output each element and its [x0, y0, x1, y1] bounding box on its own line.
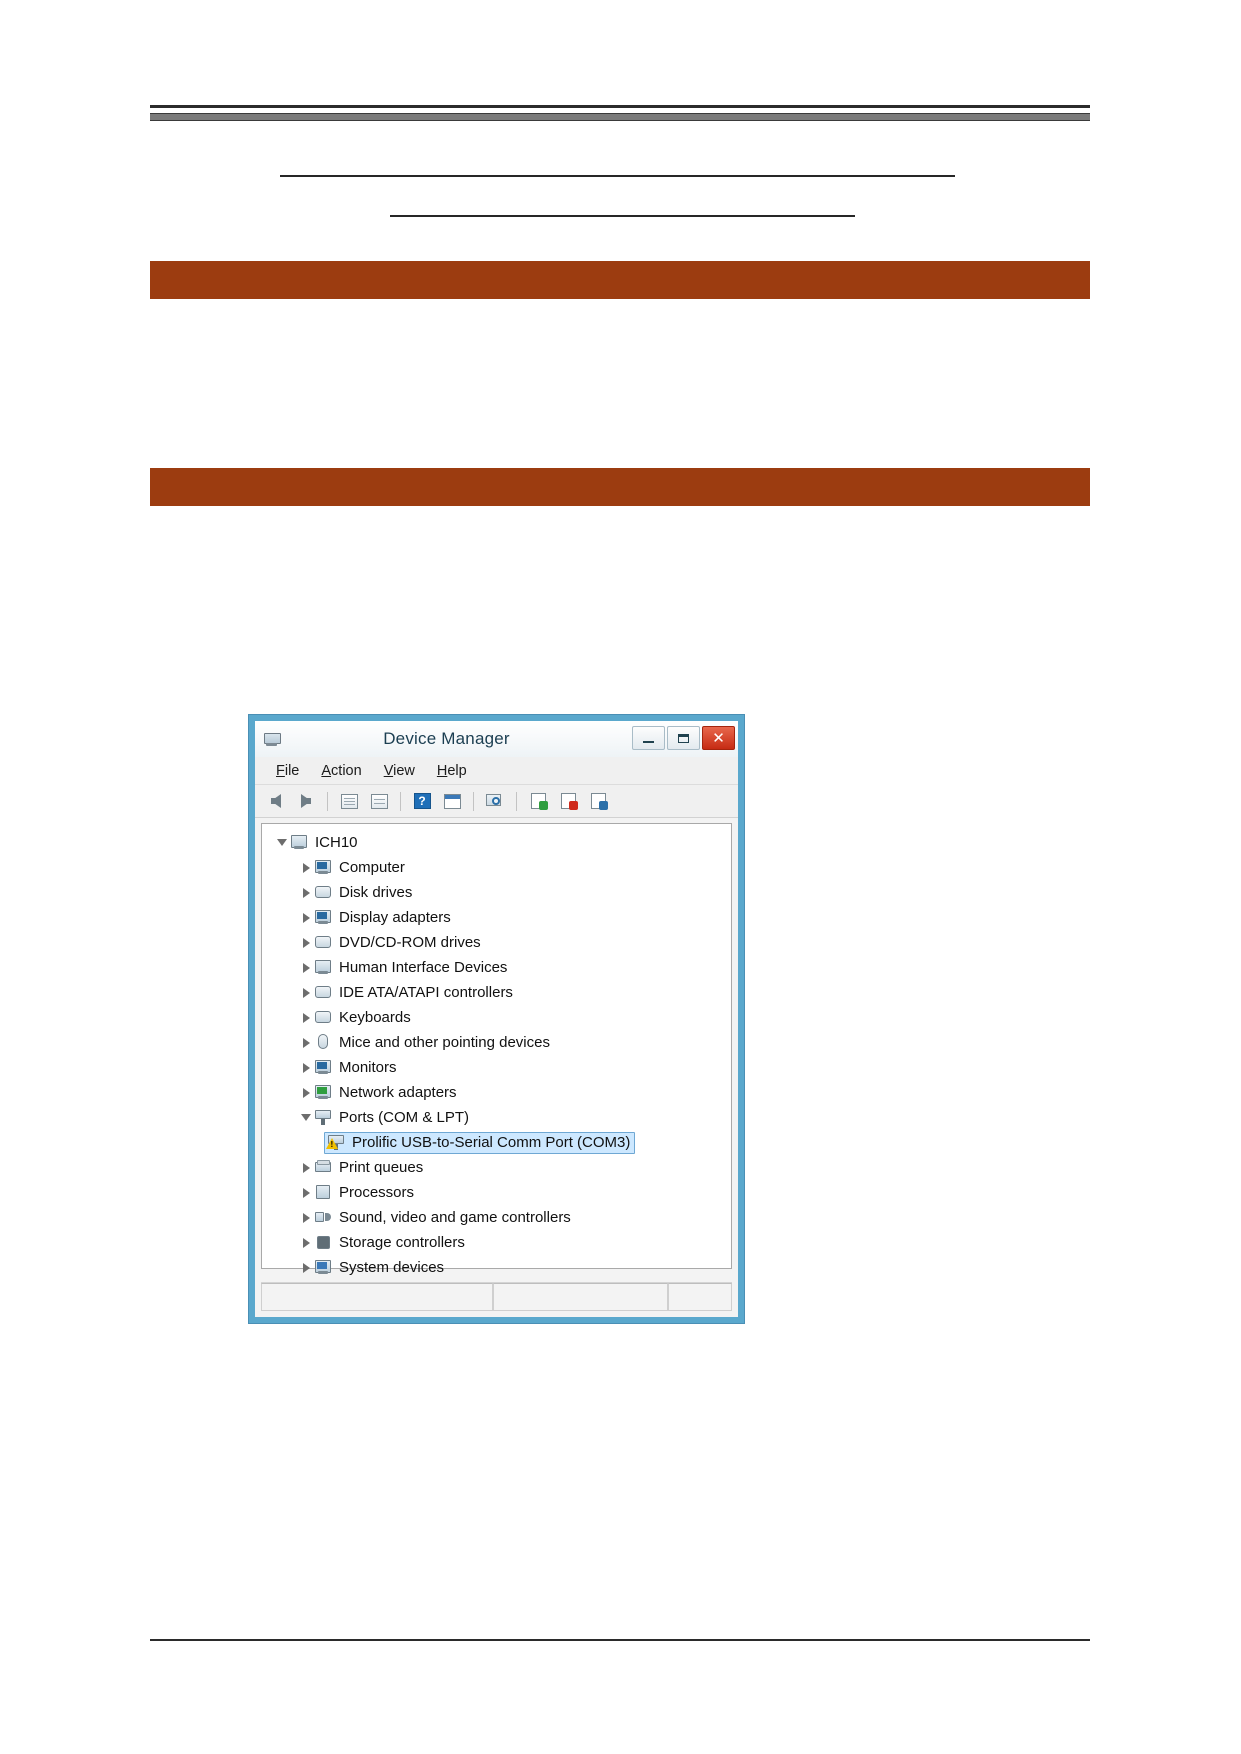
sound-controller-icon [314, 1209, 333, 1226]
forward-button[interactable] [293, 789, 319, 813]
help-icon: ? [414, 793, 431, 809]
window-frame [249, 715, 744, 1323]
tree-item-dvd-cdrom-drives[interactable]: DVD/CD-ROM drives [262, 930, 731, 955]
toolbar-separator [327, 792, 328, 811]
expander-closed-icon[interactable] [298, 938, 314, 948]
window-title: Device Manager [383, 729, 510, 748]
serial-port-warning-icon [327, 1134, 346, 1151]
tree-item-prolific-usb-to-serial-comm-port[interactable] [262, 1130, 731, 1155]
toolbar [255, 785, 738, 818]
page-footer-rule [150, 1639, 1090, 1641]
status-bar [261, 1282, 732, 1311]
toolbar-separator [400, 792, 401, 811]
toolbar-separator [516, 792, 517, 811]
back-button[interactable] [263, 789, 289, 813]
title-bar[interactable] [255, 721, 738, 757]
menu-item-help[interactable]: Help [436, 762, 467, 779]
port-icon [314, 1109, 333, 1126]
device-tree[interactable] [261, 823, 732, 1276]
computer-category-icon [314, 859, 333, 876]
arrow-left-icon [271, 794, 281, 808]
show-hide-console-tree-button[interactable] [336, 789, 362, 813]
expander-closed-icon[interactable] [298, 913, 314, 923]
tree-item-monitors[interactable]: Monitors [262, 1055, 731, 1080]
menu-bar [255, 757, 738, 785]
list-icon [371, 794, 388, 809]
hid-icon [314, 959, 333, 976]
close-icon: ✕ [712, 729, 725, 747]
expander-closed-icon[interactable] [298, 988, 314, 998]
disable-device-icon [561, 793, 576, 809]
expander-open-icon[interactable] [298, 1114, 314, 1121]
tree-item-computer[interactable]: Computer [262, 855, 731, 880]
page-top-rule-thick [150, 105, 1090, 108]
expander-closed-icon[interactable] [298, 1188, 314, 1198]
update-driver-button[interactable] [525, 789, 551, 813]
expander-closed-icon[interactable] [298, 1063, 314, 1073]
expander-closed-icon[interactable] [298, 1263, 314, 1273]
tree-item-keyboards[interactable]: Keyboards [262, 1005, 731, 1030]
tree-item-display-adapters[interactable]: Display adapters [262, 905, 731, 930]
caption-buttons [630, 726, 735, 752]
tree-item-ide-ata-atapi-controllers[interactable]: IDE ATA/ATAPI controllers [262, 980, 731, 1005]
expander-closed-icon[interactable] [298, 1038, 314, 1048]
tree-item-sound-video-and-game-controllers[interactable]: Sound, video and game controllers [262, 1205, 731, 1230]
arrow-right-icon [301, 794, 311, 808]
tree-item-network-adapters[interactable]: Network adapters [262, 1080, 731, 1105]
keyboard-icon [314, 1009, 333, 1026]
heading-underline-secondary [390, 215, 855, 217]
help-button[interactable] [409, 789, 435, 813]
tree-item-system-devices[interactable]: System devices [262, 1255, 731, 1280]
printer-icon [314, 1159, 333, 1176]
enable-device-button[interactable] [585, 789, 611, 813]
properties-button[interactable] [439, 789, 465, 813]
toolbar-separator [473, 792, 474, 811]
dvd-drive-icon [314, 934, 333, 951]
disable-device-button[interactable] [555, 789, 581, 813]
scan-hardware-changes-button[interactable] [482, 789, 508, 813]
enable-device-icon [591, 793, 606, 809]
selection-highlight: ! Prolific USB-to-Serial Comm Port (COM3) [324, 1132, 635, 1154]
expander-closed-icon[interactable] [298, 1088, 314, 1098]
expander-closed-icon[interactable] [298, 1163, 314, 1173]
storage-controller-icon [314, 1234, 333, 1251]
monitor-icon [314, 1059, 333, 1076]
mouse-icon [314, 1034, 333, 1051]
status-pane-3 [668, 1283, 732, 1311]
magnifier-icon [486, 793, 504, 809]
maximize-icon [678, 734, 689, 743]
ide-controller-icon [314, 984, 333, 1001]
device-manager-window [248, 714, 745, 1324]
tree-item-human-interface-devices[interactable]: Human Interface Devices [262, 955, 731, 980]
tree-item-disk-drives[interactable]: Disk drives [262, 880, 731, 905]
menu-item-file[interactable]: File [276, 762, 300, 779]
network-adapter-icon [314, 1084, 333, 1101]
processor-icon [314, 1184, 333, 1201]
tree-item-mice-and-other-pointing-devices[interactable]: Mice and other pointing devices [262, 1030, 731, 1055]
section-band-upper [150, 261, 1090, 299]
maximize-button[interactable] [667, 726, 700, 750]
expander-closed-icon[interactable] [298, 1013, 314, 1023]
computer-icon [290, 834, 309, 851]
tree-item-ports-com-lpt[interactable]: Ports (COM & LPT) [262, 1105, 731, 1130]
menu-item-view[interactable]: View [383, 762, 415, 779]
minimize-button[interactable] [632, 726, 665, 750]
status-pane-1 [261, 1283, 493, 1311]
status-pane-2 [493, 1283, 668, 1311]
update-driver-icon [531, 793, 546, 809]
expander-closed-icon[interactable] [298, 963, 314, 973]
system-device-icon [314, 1259, 333, 1276]
heading-underline-primary [280, 175, 955, 177]
tree-item-processors[interactable]: Processors [262, 1180, 731, 1205]
menu-item-action[interactable]: Action [321, 762, 362, 779]
properties-icon [444, 794, 461, 809]
tree-item-print-queues[interactable]: Print queues [262, 1155, 731, 1180]
properties-list-button[interactable] [366, 789, 392, 813]
page-top-rule-band [150, 113, 1090, 121]
expander-closed-icon[interactable] [298, 888, 314, 898]
expander-closed-icon[interactable] [298, 1213, 314, 1223]
minimize-icon [643, 741, 654, 743]
device-manager-icon [263, 730, 281, 748]
display-adapter-icon [314, 909, 333, 926]
close-button[interactable] [702, 726, 735, 750]
expander-open-icon[interactable] [274, 839, 290, 846]
section-band-lower [150, 468, 1090, 506]
tree-pane-icon [341, 794, 358, 809]
disk-drive-icon [314, 884, 333, 901]
tree-item-storage-controllers[interactable]: Storage controllers [262, 1230, 731, 1255]
expander-closed-icon[interactable] [298, 1238, 314, 1248]
expander-closed-icon[interactable] [298, 863, 314, 873]
tree-item-ich10[interactable]: ICH10 [262, 830, 731, 855]
